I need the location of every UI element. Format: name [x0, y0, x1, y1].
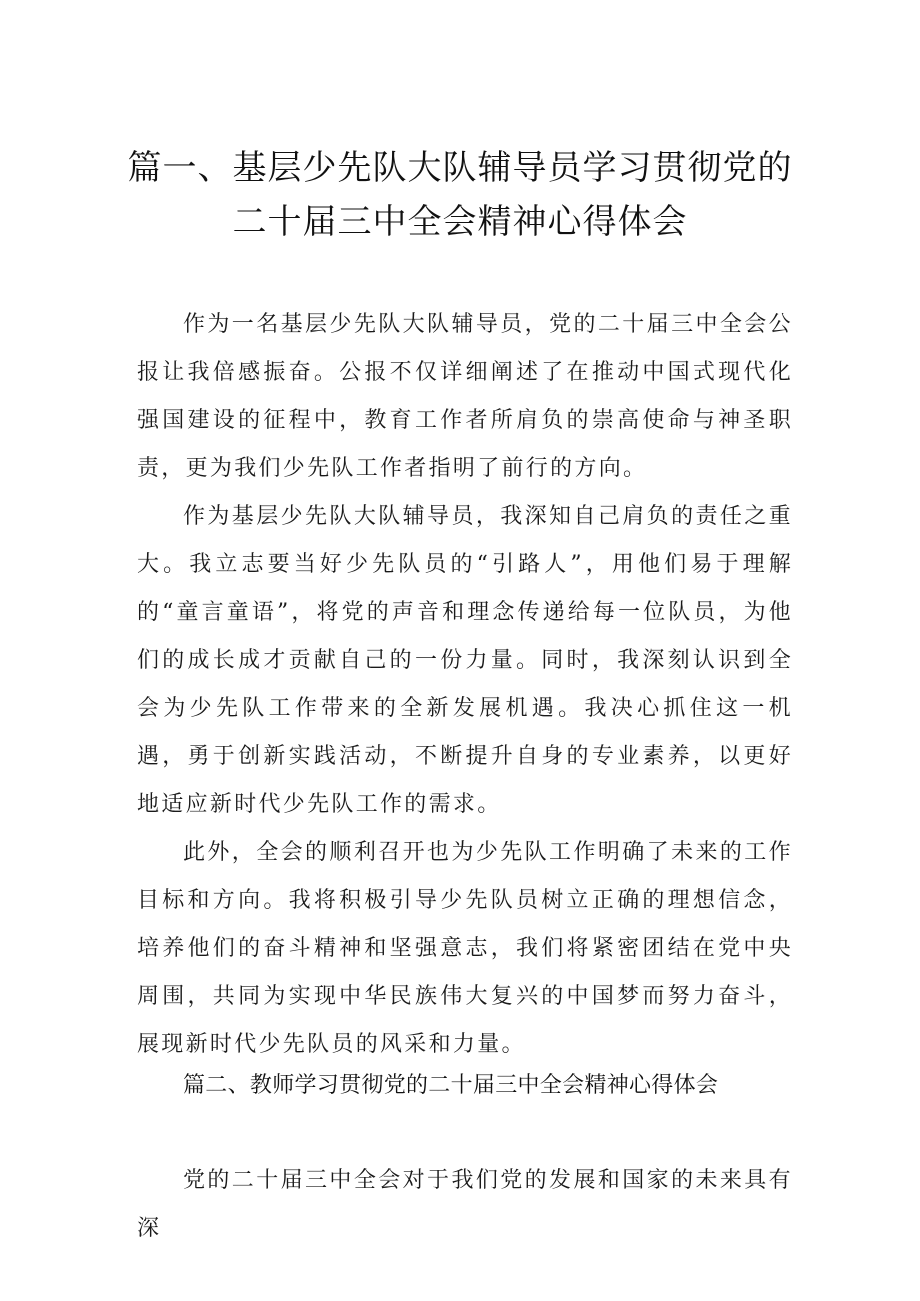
body-paragraph-1: 作为一名基层少先队大队辅导员，党的二十届三中全会公报让我倍感振奋。公报不仅详细阐述了在推动中国式现代化强国建设的征程中，教育工作者所肩负的崇高使命与神圣职责，更为我们少先队工作者指明了前行的方向。: [137, 312, 793, 481]
section-2-title: 篇二、教师学习贯彻党的二十届三中全会精神心得体会: [183, 1073, 719, 1098]
section-2-paragraph: 党的二十届三中全会对于我们党的发展和国家的未来具有深: [137, 1168, 793, 1241]
document-title-line-1: 篇一、基层少先队大队辅导员学习贯彻党的: [127, 148, 793, 188]
body-paragraph-2: 作为基层少先队大队辅导员，我深知自己肩负的责任之重大。我立志要当好少先队员的“引路人”，用他们易于理解的“童言童语”，将党的声音和理念传递给每一位队员，为他们的成长成才贡献自己的一份力量。同时，我深刻认识到全会为少先队工作带来的全新发展机遇。我决心抓住这一机遇，勇于创新实践活动，不断提升自身的专业素养，以更好地适应新时代少先队工作的需求。: [137, 504, 793, 817]
body-paragraph-3: 此外，全会的顺利召开也为少先队工作明确了未来的工作目标和方向。我将积极引导少先队员树立正确的理想信念，培养他们的奋斗精神和坚强意志，我们将紧密团结在党中央周围，共同为实现中华民族伟大复兴的中国梦而努力奋斗，展现新时代少先队员的风采和力量。: [137, 840, 793, 1057]
document-title-line-2: 二十届三中全会精神心得体会: [232, 202, 688, 242]
